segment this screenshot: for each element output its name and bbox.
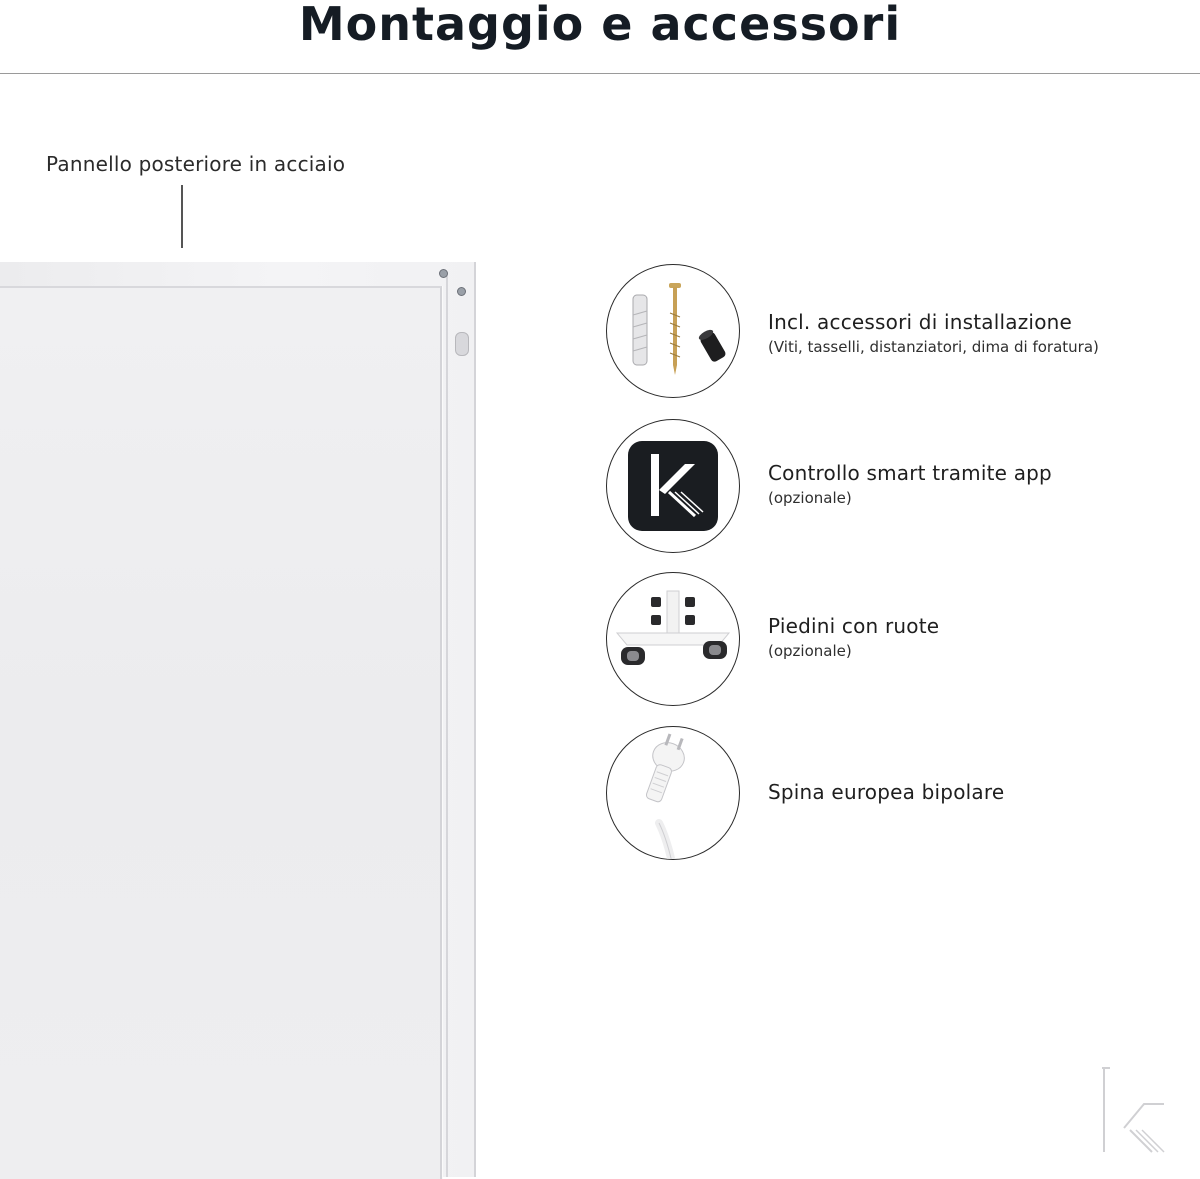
feature-label: Spina europea bipolare <box>768 780 1005 804</box>
panel-inner-recess <box>0 286 442 1179</box>
euro-plug-icon <box>606 726 740 860</box>
screw-icon <box>439 269 448 278</box>
page-title: Montaggio e accessori <box>298 0 902 51</box>
feature-sublabel: (opzionale) <box>768 642 852 660</box>
feature-label: Controllo smart tramite app <box>768 461 1052 485</box>
feature-label: Incl. accessori di installazione <box>768 310 1073 334</box>
mounting-slot <box>455 332 469 356</box>
panel-edge <box>446 274 448 1177</box>
feature-wheeled-feet <box>606 572 1166 708</box>
brand-watermark-icon <box>1100 1066 1170 1160</box>
feature-sublabel: (opzionale) <box>768 489 852 507</box>
title-divider <box>0 73 1200 74</box>
app-logo-icon <box>606 419 740 553</box>
feature-euro-plug <box>606 726 1166 862</box>
feature-installation-accessories <box>606 264 1166 400</box>
screws-dowels-icon <box>606 264 740 398</box>
screw-icon <box>457 287 466 296</box>
caption-pointer-line <box>181 185 183 248</box>
panel-caption: Pannello posteriore in acciaio <box>46 152 346 176</box>
feature-sublabel: (Viti, tasselli, distanziatori, dima di foratura) <box>768 338 1099 356</box>
feature-smart-app <box>606 419 1166 555</box>
steel-back-panel <box>0 262 476 1177</box>
feature-label: Piedini con ruote <box>768 614 940 638</box>
wheeled-feet-icon <box>606 572 740 706</box>
